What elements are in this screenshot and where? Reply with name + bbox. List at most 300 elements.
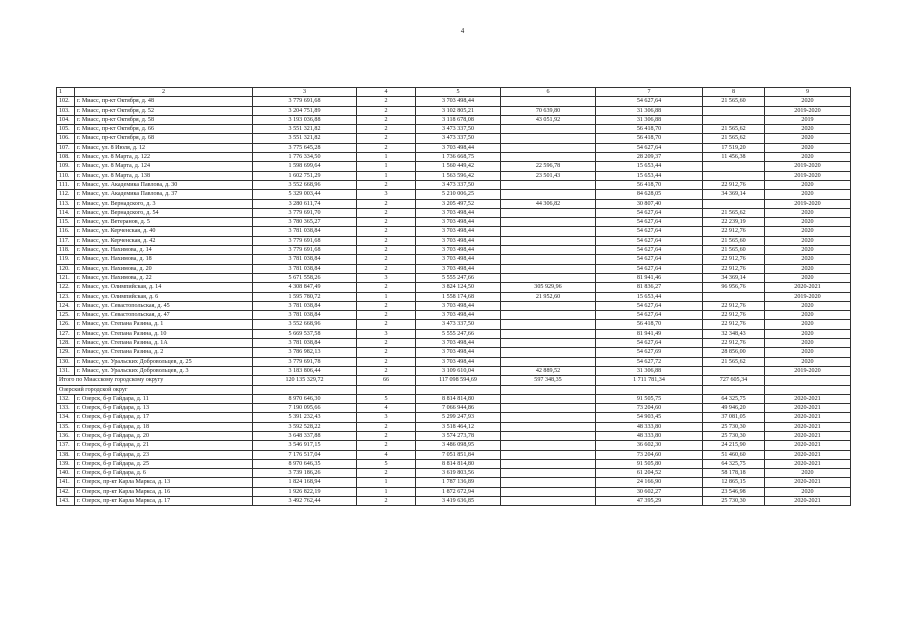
table-cell: 15 653,44 (596, 292, 703, 301)
table-row (57, 348, 851, 357)
table-cell: 3 193 036,88 (253, 115, 357, 124)
table-cell: 3 703 498,44 (416, 143, 501, 152)
table-cell: 3 703 498,44 (416, 339, 501, 348)
table-cell: 5 555 247,66 (416, 273, 501, 282)
table-cell: г. Миасс, ул. Уральских Добровольцев, д. 25 (75, 357, 253, 366)
table-cell: 54 627,64 (596, 208, 703, 217)
table-cell (501, 153, 596, 162)
table-cell: 54 627,64 (596, 246, 703, 255)
total-cell: 1 711 781,34 (596, 376, 703, 385)
table-cell: 21 952,60 (501, 292, 596, 301)
table-cell: 3 779 691,78 (253, 357, 357, 366)
table-cell (501, 143, 596, 152)
table-cell: 54 627,64 (596, 227, 703, 236)
table-cell: 111. (57, 180, 75, 189)
table-row (57, 134, 851, 143)
table-cell: г. Озерск, б-р Гайдара, д. 17 (75, 413, 253, 422)
group-title: Озерский городской округ (57, 385, 253, 394)
table-cell: 1 (357, 292, 416, 301)
table-cell (501, 180, 596, 189)
table-cell: 2 (357, 125, 416, 134)
housing-table-container (56, 87, 850, 506)
table-cell: 3 486 098,95 (416, 441, 501, 450)
table-cell: 22 912,76 (703, 320, 765, 329)
table-cell: 21 565,60 (703, 246, 765, 255)
table-cell: 21 565,62 (703, 134, 765, 143)
table-row (57, 487, 851, 496)
table-cell: 2019-2020 (765, 292, 851, 301)
table-row (57, 450, 851, 459)
table-cell: г. Озерск, б-р Гайдара, д. 20 (75, 431, 253, 440)
table-cell: 128. (57, 339, 75, 348)
table-cell: г. Миасс, пр-кт Октября, д. 48 (75, 97, 253, 106)
table-cell: 3 775 645,28 (253, 143, 357, 152)
table-cell: 48 333,80 (596, 431, 703, 440)
table-cell: 54 627,64 (596, 97, 703, 106)
table-cell: 22 912,76 (703, 227, 765, 236)
table-row (57, 404, 851, 413)
table-cell: 119. (57, 255, 75, 264)
table-cell: 1 736 668,75 (416, 153, 501, 162)
table-cell: 54 627,64 (596, 339, 703, 348)
group-title-row (57, 385, 851, 394)
table-row (57, 394, 851, 403)
table-cell: 8 814 814,80 (416, 394, 501, 403)
table-cell: 54 627,64 (596, 255, 703, 264)
table-cell (501, 413, 596, 422)
table-cell: 3 786 982,13 (253, 348, 357, 357)
table-cell: 8 970 646,35 (253, 459, 357, 468)
table-cell: 58 178,18 (703, 469, 765, 478)
table-cell: 2020 (765, 208, 851, 217)
table-row (57, 246, 851, 255)
table-row (57, 115, 851, 124)
table-cell: 2020 (765, 264, 851, 273)
table-cell: 143. (57, 497, 75, 506)
table-cell (501, 329, 596, 338)
table-cell: 2020-2021 (765, 450, 851, 459)
table-cell: 3 204 751,89 (253, 106, 357, 115)
table-cell: г. Миасс, ул. Вернадского, д. 54 (75, 208, 253, 217)
table-cell: 56 418,70 (596, 125, 703, 134)
table-cell: 3 824 124,50 (416, 283, 501, 292)
table-cell: 2 (357, 115, 416, 124)
table-cell: 3 739 186,26 (253, 469, 357, 478)
table-cell: 24 166,90 (596, 478, 703, 487)
table-cell: 1 926 822,19 (253, 487, 357, 496)
table-row (57, 236, 851, 245)
table-cell: 64 325,75 (703, 459, 765, 468)
table-cell: 22 912,76 (703, 301, 765, 310)
table-row (57, 162, 851, 171)
table-cell: 23 501,43 (501, 171, 596, 180)
table-cell: 108. (57, 153, 75, 162)
table-cell: 2 (357, 255, 416, 264)
table-cell: 138. (57, 450, 75, 459)
empty-cell (501, 385, 596, 394)
table-cell: 123. (57, 292, 75, 301)
page-number: 4 (460, 27, 465, 35)
table-cell: г. Миасс, ул. Вернадского, д. 3 (75, 199, 253, 208)
table-cell: 51 460,60 (703, 450, 765, 459)
table-cell: 2 (357, 469, 416, 478)
table-cell: 1 824 168,94 (253, 478, 357, 487)
empty-cell (596, 385, 703, 394)
table-cell: 2019-2020 (765, 106, 851, 115)
column-number: 3 (253, 88, 357, 97)
table-row (57, 357, 851, 366)
table-cell: 11 456,38 (703, 153, 765, 162)
table-cell: 105. (57, 125, 75, 134)
table-cell: 116. (57, 227, 75, 236)
table-cell: 2019-2020 (765, 366, 851, 375)
table-cell: г. Озерск, б-р Гайдара, д. 21 (75, 441, 253, 450)
table-cell: 24 215,90 (703, 441, 765, 450)
table-row (57, 292, 851, 301)
table-cell: 2 (357, 218, 416, 227)
table-cell: 3 574 273,78 (416, 431, 501, 440)
total-cell: 597 348,35 (501, 376, 596, 385)
table-cell: 34 369,14 (703, 190, 765, 199)
table-cell: 112. (57, 190, 75, 199)
table-row (57, 180, 851, 189)
table-cell: 107. (57, 143, 75, 152)
table-cell: 2 (357, 339, 416, 348)
table-cell: г. Озерск, пр-кт Карла Маркса, д. 17 (75, 497, 253, 506)
table-cell: 5 555 247,66 (416, 329, 501, 338)
housing-repair-table (56, 87, 851, 506)
table-cell: 2020-2021 (765, 497, 851, 506)
table-cell: 2 (357, 143, 416, 152)
table-cell: 54 627,64 (596, 264, 703, 273)
table-cell: 3 703 498,44 (416, 311, 501, 320)
empty-cell (416, 385, 501, 394)
table-row (57, 311, 851, 320)
table-cell: 54 627,64 (596, 311, 703, 320)
table-cell: 1 (357, 487, 416, 496)
table-cell: 3 779 691,68 (253, 97, 357, 106)
table-cell (501, 339, 596, 348)
column-number: 5 (416, 88, 501, 97)
table-cell (501, 497, 596, 506)
table-row (57, 459, 851, 468)
table-cell: 56 418,70 (596, 134, 703, 143)
table-cell (501, 404, 596, 413)
table-row (57, 97, 851, 106)
table-cell: 142. (57, 487, 75, 496)
table-cell: 2020-2021 (765, 404, 851, 413)
table-cell: 2 (357, 441, 416, 450)
table-cell: г. Миасс, ул. Нахимова, д. 18 (75, 255, 253, 264)
table-cell: 3 703 498,44 (416, 218, 501, 227)
table-cell: 73 204,60 (596, 404, 703, 413)
table-cell: 2020 (765, 320, 851, 329)
table-cell: 21 565,62 (703, 208, 765, 217)
table-cell (501, 264, 596, 273)
table-cell: 125. (57, 311, 75, 320)
table-cell (703, 171, 765, 180)
table-row (57, 329, 851, 338)
table-cell: 91 505,80 (596, 459, 703, 468)
table-cell: 31 306,88 (596, 106, 703, 115)
table-cell: 2020 (765, 329, 851, 338)
table-cell (501, 357, 596, 366)
table-cell: 109. (57, 162, 75, 171)
table-cell: 3 779 691,68 (253, 236, 357, 245)
table-cell: 54 627,69 (596, 348, 703, 357)
table-cell: 102. (57, 97, 75, 106)
table-cell: 3 473 337,50 (416, 125, 501, 134)
table-cell: 7 051 851,84 (416, 450, 501, 459)
table-cell: 3 419 636,85 (416, 497, 501, 506)
table-row (57, 208, 851, 217)
table-cell: 7 176 517,04 (253, 450, 357, 459)
table-cell: 21 565,60 (703, 97, 765, 106)
table-cell: 3 781 038,84 (253, 255, 357, 264)
table-cell: г. Миасс, ул. Ветеранов, д. 5 (75, 218, 253, 227)
column-number: 8 (703, 88, 765, 97)
column-number-header-row (57, 88, 851, 97)
table-cell: 84 628,05 (596, 190, 703, 199)
table-cell: 104. (57, 115, 75, 124)
table-cell: 15 653,44 (596, 171, 703, 180)
table-cell: 5 (357, 394, 416, 403)
table-cell: 3 551 321,82 (253, 134, 357, 143)
table-cell: 7 066 944,86 (416, 404, 501, 413)
table-cell: 2020 (765, 227, 851, 236)
table-cell: г. Миасс, ул. Уральских Добровольцев, д. 3 (75, 366, 253, 375)
table-row (57, 301, 851, 310)
table-cell: 21 565,62 (703, 357, 765, 366)
table-cell: 25 730,30 (703, 497, 765, 506)
table-cell: 140. (57, 469, 75, 478)
table-cell: 1 872 672,94 (416, 487, 501, 496)
table-cell: 2 (357, 357, 416, 366)
table-cell: 2 (357, 348, 416, 357)
table-cell: 3 473 337,50 (416, 134, 501, 143)
table-cell: г. Миасс, ул. Степана Разина, д. 10 (75, 329, 253, 338)
table-cell: 2020 (765, 246, 851, 255)
table-cell: 2020-2021 (765, 394, 851, 403)
table-cell: 2020-2021 (765, 431, 851, 440)
table-row (57, 199, 851, 208)
table-cell (501, 311, 596, 320)
table-cell: 129. (57, 348, 75, 357)
table-cell: 2020-2021 (765, 422, 851, 431)
table-cell: 34 369,14 (703, 273, 765, 282)
table-cell: 47 395,29 (596, 497, 703, 506)
table-cell: 5 (357, 459, 416, 468)
table-row (57, 283, 851, 292)
table-cell (501, 431, 596, 440)
table-cell: 3 781 038,84 (253, 311, 357, 320)
table-cell: 91 505,75 (596, 394, 703, 403)
table-cell (501, 190, 596, 199)
table-cell: 2020 (765, 190, 851, 199)
table-cell: 2 (357, 264, 416, 273)
table-cell: 7 190 095,66 (253, 404, 357, 413)
table-cell: 2020-2021 (765, 459, 851, 468)
table-cell (501, 97, 596, 106)
table-cell: 1 776 334,50 (253, 153, 357, 162)
table-cell: 124. (57, 301, 75, 310)
table-cell: 103. (57, 106, 75, 115)
table-row (57, 227, 851, 236)
table-cell (501, 320, 596, 329)
table-cell: г. Миасс, ул. Академика Павлова, д. 30 (75, 180, 253, 189)
table-cell: г. Миасс, ул. Нахимова, д. 14 (75, 246, 253, 255)
table-cell: 3 703 498,44 (416, 348, 501, 357)
table-cell (703, 162, 765, 171)
table-cell: 15 653,44 (596, 162, 703, 171)
table-row (57, 320, 851, 329)
table-cell: 2 (357, 199, 416, 208)
table-cell: 130. (57, 357, 75, 366)
table-cell: 3 109 610,04 (416, 366, 501, 375)
table-row (57, 264, 851, 273)
table-cell (501, 441, 596, 450)
table-cell: 22 912,76 (703, 311, 765, 320)
column-number: 4 (357, 88, 416, 97)
table-cell: 3 619 803,56 (416, 469, 501, 478)
table-cell: 28 209,37 (596, 153, 703, 162)
table-cell: 2 (357, 311, 416, 320)
table-cell: 134. (57, 413, 75, 422)
table-cell: 132. (57, 394, 75, 403)
table-cell: г. Миасс, ул. 8 Марта, д. 138 (75, 171, 253, 180)
total-cell: 66 (357, 376, 416, 385)
table-cell: 2019-2020 (765, 199, 851, 208)
table-cell: г. Озерск, б-р Гайдара, д. 18 (75, 422, 253, 431)
table-cell: 3 473 337,50 (416, 180, 501, 189)
table-cell: 3 781 038,84 (253, 339, 357, 348)
table-cell: 2 (357, 180, 416, 189)
table-cell (703, 115, 765, 124)
table-cell (501, 459, 596, 468)
table-cell: 5 391 232,43 (253, 413, 357, 422)
table-cell: 2 (357, 246, 416, 255)
table-cell: 8 970 646,30 (253, 394, 357, 403)
table-cell: 2020 (765, 357, 851, 366)
table-cell: 3 779 691,70 (253, 208, 357, 217)
table-cell: 81 941,49 (596, 329, 703, 338)
table-cell: 21 565,60 (703, 236, 765, 245)
table-cell: 2020 (765, 487, 851, 496)
total-cell: 120 135 329,72 (253, 376, 357, 385)
table-row (57, 143, 851, 152)
table-cell: 1 (357, 153, 416, 162)
table-cell: г. Миасс, ул. Степана Разина, д. 2 (75, 348, 253, 357)
table-cell: 2020-2021 (765, 413, 851, 422)
column-number: 9 (765, 88, 851, 97)
table-cell (501, 487, 596, 496)
table-cell: 2020 (765, 97, 851, 106)
table-cell: 126. (57, 320, 75, 329)
table-cell: 61 204,52 (596, 469, 703, 478)
table-cell: 5 671 558,26 (253, 273, 357, 282)
table-cell (501, 394, 596, 403)
table-cell: 1 558 174,68 (416, 292, 501, 301)
table-cell: 4 (357, 450, 416, 459)
table-cell: г. Миасс, ул. Севастопольская, д. 47 (75, 311, 253, 320)
table-cell: 30 602,27 (596, 487, 703, 496)
table-cell: 3 (357, 273, 416, 282)
table-cell (501, 255, 596, 264)
table-cell: 30 807,40 (596, 199, 703, 208)
table-cell: 54 627,64 (596, 236, 703, 245)
table-cell: 118. (57, 246, 75, 255)
table-cell: 3 473 337,50 (416, 320, 501, 329)
table-cell: г. Миасс, ул. Олимпийская, д. 14 (75, 283, 253, 292)
table-cell: 1 (357, 478, 416, 487)
table-cell: 5 329 003,44 (253, 190, 357, 199)
table-cell: г. Миасс, ул. 8 Марта, д. 122 (75, 153, 253, 162)
table-cell: 2020 (765, 301, 851, 310)
table-row (57, 255, 851, 264)
table-cell: 54 627,64 (596, 218, 703, 227)
table-cell: 2020 (765, 153, 851, 162)
table-cell: 54 903,45 (596, 413, 703, 422)
table-cell: 131. (57, 366, 75, 375)
table-cell: г. Миасс, ул. Академика Павлова, д. 37 (75, 190, 253, 199)
table-row (57, 106, 851, 115)
table-cell: 64 325,75 (703, 394, 765, 403)
table-cell: г. Озерск, б-р Гайдара, д. 11 (75, 394, 253, 403)
table-cell (501, 218, 596, 227)
table-cell: 3 (357, 329, 416, 338)
table-cell (501, 227, 596, 236)
table-cell: 22 912,76 (703, 180, 765, 189)
table-cell: 3 703 498,44 (416, 357, 501, 366)
table-cell: 2020 (765, 273, 851, 282)
table-cell: 3 703 498,44 (416, 208, 501, 217)
table-row (57, 273, 851, 282)
table-cell: 3 546 917,15 (253, 441, 357, 450)
table-row (57, 478, 851, 487)
table-cell: 2 (357, 97, 416, 106)
table-cell: 3 (357, 413, 416, 422)
table-cell: 8 814 814,80 (416, 459, 501, 468)
table-cell: г. Миасс, ул. Нахимова, д. 20 (75, 264, 253, 273)
table-cell: г. Миасс, ул. Степана Разина, д. 1А (75, 339, 253, 348)
table-cell: г. Миасс, ул. 8 Июля, д. 12 (75, 143, 253, 152)
table-cell: 2 (357, 497, 416, 506)
table-cell: 1 563 596,42 (416, 171, 501, 180)
empty-cell (357, 385, 416, 394)
table-row (57, 431, 851, 440)
table-cell: г. Озерск, б-р Гайдара, д. 6 (75, 469, 253, 478)
table-row (57, 171, 851, 180)
table-cell: 81 941,46 (596, 273, 703, 282)
table-cell: 36 602,30 (596, 441, 703, 450)
table-cell: 2019 (765, 115, 851, 124)
total-cell: 117 098 594,69 (416, 376, 501, 385)
table-cell: 3 703 498,44 (416, 255, 501, 264)
table-cell: г. Миасс, пр-кт Октября, д. 52 (75, 106, 253, 115)
table-cell: 2 (357, 227, 416, 236)
table-cell: 4 (357, 404, 416, 413)
table-cell: 2 (357, 366, 416, 375)
column-number: 7 (596, 88, 703, 97)
table-cell (501, 469, 596, 478)
table-cell: 2020 (765, 339, 851, 348)
table-cell: 22 912,76 (703, 255, 765, 264)
table-cell (501, 273, 596, 282)
table-row (57, 422, 851, 431)
table-cell: 25 730,30 (703, 422, 765, 431)
table-cell: 31 306,88 (596, 115, 703, 124)
table-cell: 22 912,76 (703, 339, 765, 348)
